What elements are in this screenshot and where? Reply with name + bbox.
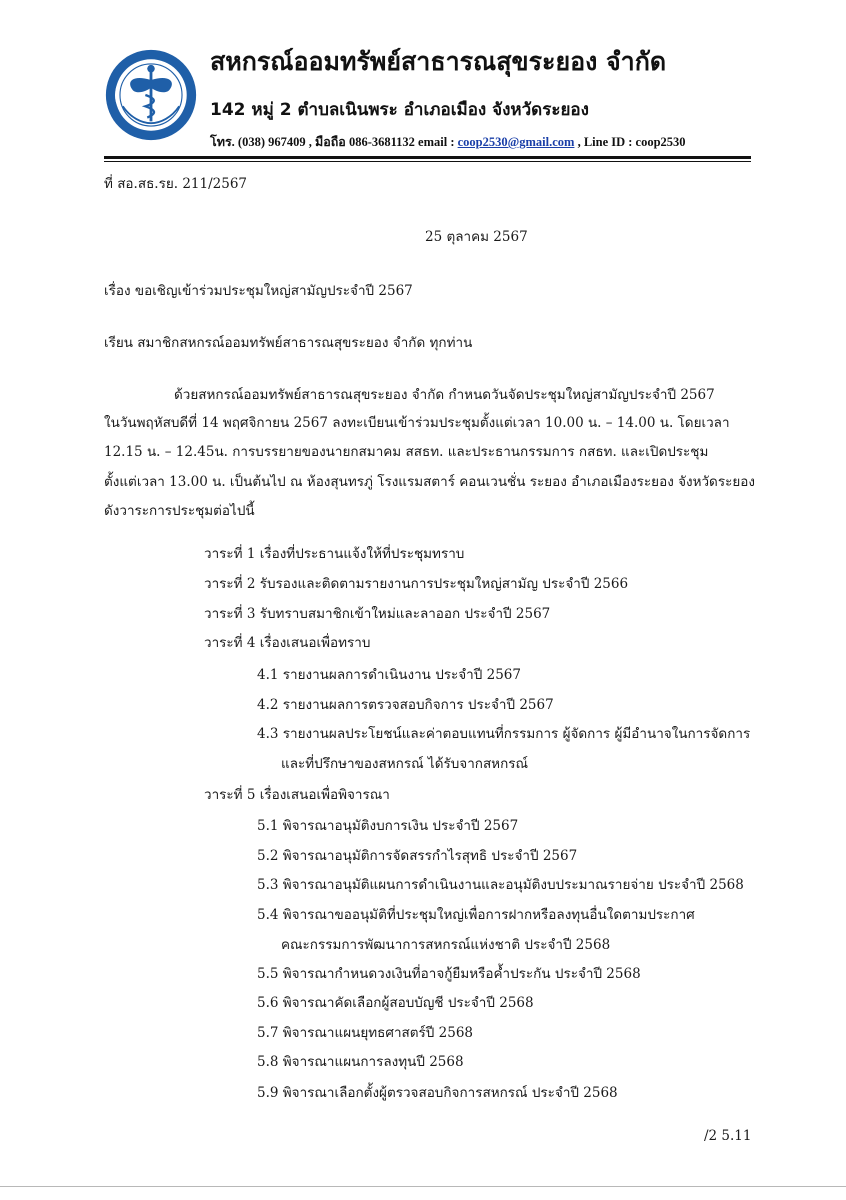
agenda-item: วาระที่ 1 เรื่องที่ประธานแจ้งให้ที่ประชุมทราบ: [204, 546, 465, 562]
agenda-subitem-continuation: และที่ปรึกษาของสหกรณ์ ได้รับจากสหกรณ์: [281, 756, 529, 772]
agenda-subitem: 5.1 พิจารณาอนุมัติงบการเงิน ประจำปี 2567: [257, 818, 519, 834]
agenda-subitem: 5.5 พิจารณากำหนดวงเงินที่อาจกู้ยืมหรือค้ำประกัน ประจำปี 2568: [257, 966, 641, 982]
org-name: สหกรณ์ออมทรัพย์สาธารณสุขระยอง จำกัด: [210, 47, 667, 76]
page-continuation: /2 5.11: [704, 1128, 752, 1144]
agenda-subitem: 5.4 พิจารณาขออนุมัติที่ประชุมใหญ่เพื่อการฝากหรือลงทุนอื่นใดตามประกาศ: [257, 907, 695, 923]
agenda-subitem: 4.3 รายงานผลประโยชน์และค่าตอบแทนที่กรรมการ ผู้จัดการ ผู้มีอำนาจในการจัดการ: [257, 726, 751, 742]
agenda-subitem: 4.1 รายงานผลการดำเนินงาน ประจำปี 2567: [257, 667, 521, 683]
body-line: ในวันพฤหัสบดีที่ 14 พฤศจิกายน 2567 ลงทะเบียนเข้าร่วมประชุมตั้งแต่เวลา 10.00 น. – 14.00 น. โดยเวลา: [104, 415, 730, 431]
agenda-subitem: 5.7 พิจารณาแผนยุทธศาสตร์ปี 2568: [257, 1025, 474, 1041]
letter-date: 25 ตุลาคม 2567: [425, 229, 528, 245]
agenda-subitem: 4.2 รายงานผลการตรวจสอบกิจการ ประจำปี 2567: [257, 697, 554, 713]
email-link[interactable]: coop2530@gmail.com: [457, 135, 575, 149]
contact-line: [210, 132, 686, 152]
agenda-subitem: 5.3 พิจารณาอนุมัติแผนการดำเนินงานและอนุมัติงบประมาณรายจ่าย ประจำปี 2568: [257, 877, 744, 893]
agenda-subitem: 5.6 พิจารณาคัดเลือกผู้สอบบัญชี ประจำปี 2568: [257, 995, 534, 1011]
agenda-subitem: 5.8 พิจารณาแผนการลงทุนปี 2568: [257, 1054, 464, 1070]
body-line: 12.15 น. – 12.45น. การบรรยายของนายกสมาคม สสธท. และประธานกรรมการ กสธท. และเปิดประชุม: [104, 444, 709, 460]
page-edge-line: [0, 1186, 846, 1187]
letter-recipient: เรียน สมาชิกสหกรณ์ออมทรัพย์สาธารณสุขระยอง จำกัด ทุกท่าน: [104, 335, 473, 351]
agenda-item: วาระที่ 5 เรื่องเสนอเพื่อพิจารณา: [204, 787, 390, 803]
body-line: ตั้งแต่เวลา 13.00 น. เป็นต้นไป ณ ห้องสุนทรภู่ โรงแรมสตาร์ คอนเวนชั่น ระยอง อำเภอเมืองระยอง จังหวัดระยอง: [104, 474, 755, 490]
header-divider-thick: [104, 156, 751, 159]
letter-subject: เรื่อง ขอเชิญเข้าร่วมประชุมใหญ่สามัญประจำปี 2567: [104, 283, 413, 299]
contact-prefix: โทร. (038) 967409 , มือถือ 086-3681132 email :: [210, 135, 458, 149]
body-line: ดังวาระการประชุมต่อไปนี้: [104, 503, 255, 519]
agenda-subitem-continuation: คณะกรรมการพัฒนาการสหกรณ์แห่งชาติ ประจำปี 2568: [281, 937, 611, 953]
agenda-item: วาระที่ 3 รับทราบสมาชิกเข้าใหม่และลาออก ประจำปี 2567: [204, 606, 551, 622]
agenda-item: วาระที่ 2 รับรองและติดตามรายงานการประชุมใหญ่สามัญ ประจำปี 2566: [204, 576, 629, 592]
agenda-subitem: 5.2 พิจารณาอนุมัติการจัดสรรกำไรสุทธิ ประจำปี 2567: [257, 848, 578, 864]
agenda-subitem: 5.9 พิจารณาเลือกตั้งผู้ตรวจสอบกิจการสหกรณ์ ประจำปี 2568: [257, 1085, 618, 1101]
org-address: 142 หมู่ 2 ตำบลเนินพระ อำเภอเมือง จังหวัดระยอง: [210, 100, 589, 120]
agenda-item: วาระที่ 4 เรื่องเสนอเพื่อทราบ: [204, 635, 371, 651]
body-line: ด้วยสหกรณ์ออมทรัพย์สาธารณสุขระยอง จำกัด กำหนดวันจัดประชุมใหญ่สามัญประจำปี 2567: [174, 387, 715, 403]
contact-suffix: , Line ID : coop2530: [574, 135, 686, 149]
header-divider-thin: [104, 161, 751, 162]
document-number: ที่ สอ.สธ.รย. 211/2567: [104, 176, 248, 192]
cooperative-logo: [104, 48, 198, 142]
